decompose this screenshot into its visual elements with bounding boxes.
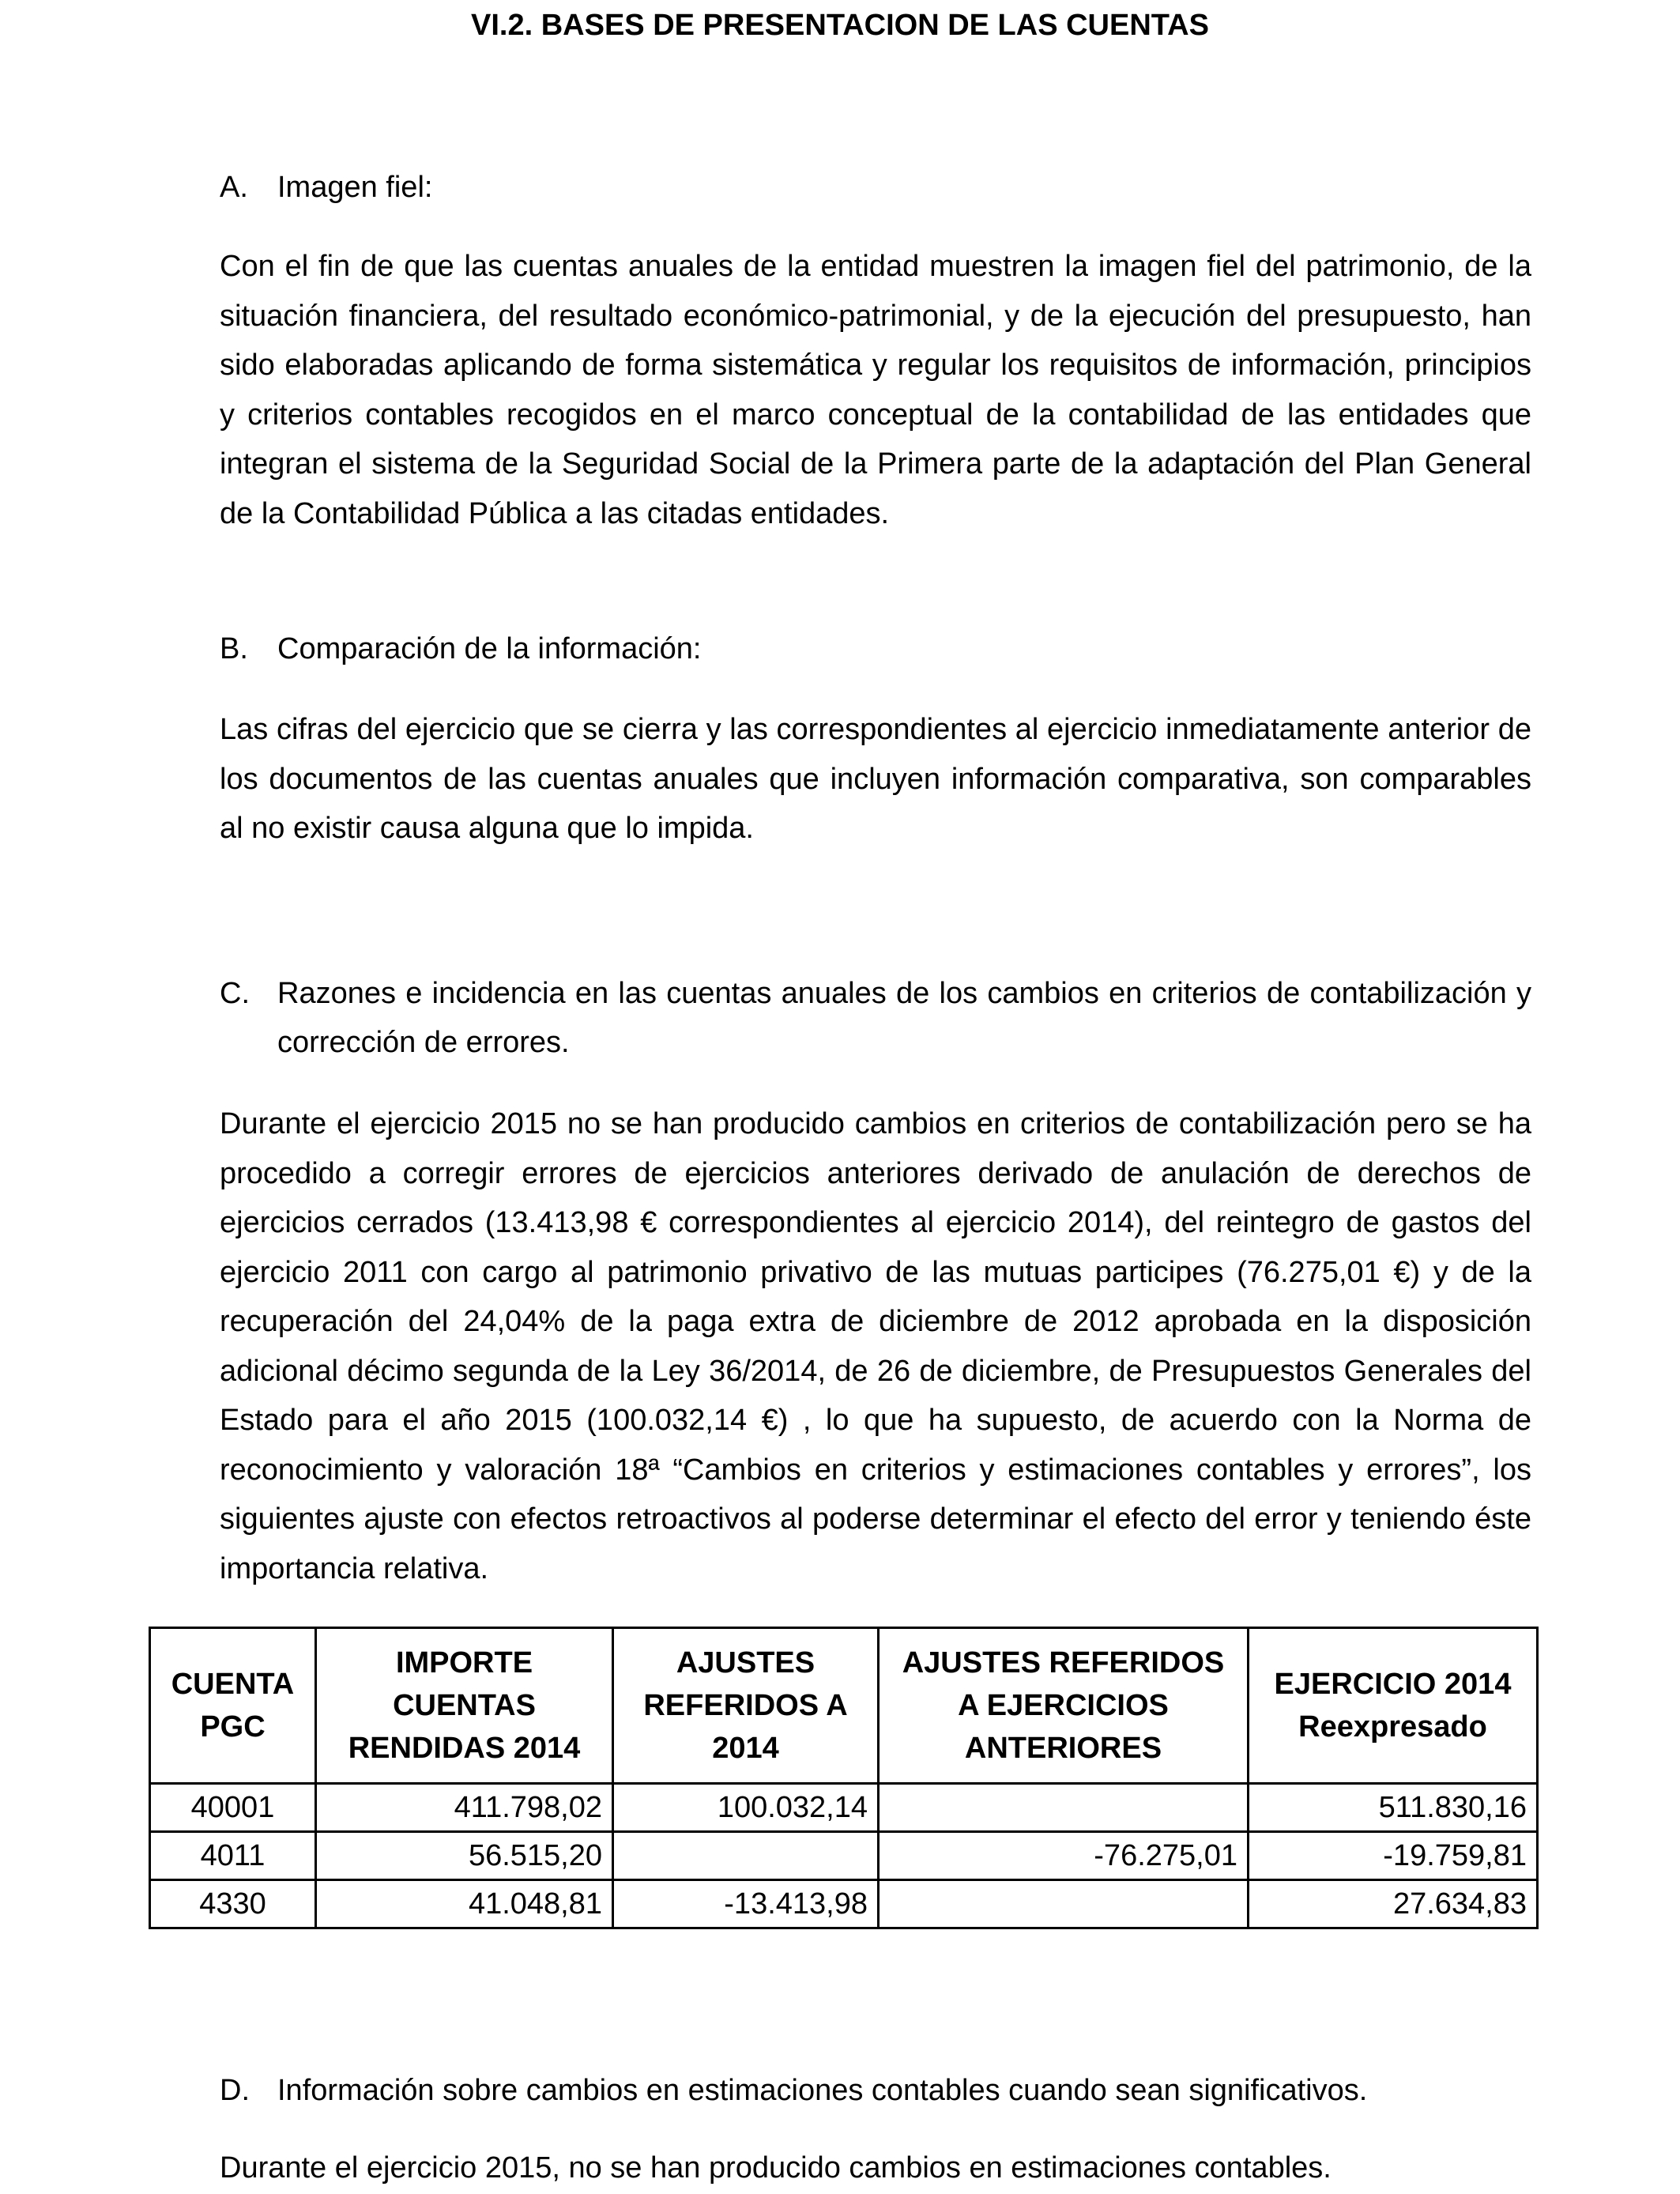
section-b-paragraph: Las cifras del ejercicio que se cierra y las correspondientes al ejercicio inmediatamente anterior de los documentos de las cuentas anuales que incluyen información comparativa, son comparables al no existir causa alguna que lo impida.: [220, 713, 1531, 845]
cell-ajuste-2014: [613, 1832, 879, 1880]
section-b-heading: [220, 624, 1531, 673]
cell-cuenta: 4330: [150, 1880, 316, 1928]
cell-importe: 41.048,81: [316, 1880, 613, 1928]
header-importe-cuentas: IMPORTE CUENTAS RENDIDAS 2014: [316, 1628, 613, 1784]
cell-reexpresado: 511.830,16: [1249, 1784, 1538, 1832]
page-title: VI.2. BASES DE PRESENTACION DE LAS CUENTAS: [471, 9, 1209, 42]
cell-ajuste-2014: -13.413,98: [613, 1880, 879, 1928]
cell-importe: 411.798,02: [316, 1784, 613, 1832]
table-row: [150, 1784, 1538, 1832]
section-c-title: Razones e incidencia en las cuentas anuales de los cambios en criterios de contabilización y corrección de errores.: [277, 977, 1531, 1059]
cell-importe: 56.515,20: [316, 1832, 613, 1880]
section-c-letter: C.: [220, 977, 250, 1010]
cell-ajuste-anteriores: -76.275,01: [879, 1832, 1249, 1880]
cell-reexpresado: -19.759,81: [1249, 1832, 1538, 1880]
cell-ajuste-anteriores: [879, 1880, 1249, 1928]
section-b-letter: B.: [220, 632, 248, 665]
cell-reexpresado: 27.634,83: [1249, 1880, 1538, 1928]
section-a-paragraph: Con el fin de que las cuentas anuales de la entidad muestren la imagen fiel del patrimonio, de la situación financiera, del resultado económico-patrimonial, y de la ejecución del presupuesto, han sido elaboradas aplicando de forma sistemática y regular los requisitos de información, principios y criterios contables recogidos en el marco conceptual de la contabilidad de las entidades que integran el sistema de la Seguridad Social de la Primera parte de la adaptación del Plan General de la Contabilidad Pública a las citadas entidades.: [220, 250, 1531, 530]
cell-ajuste-2014: 100.032,14: [613, 1784, 879, 1832]
section-a-title: Imagen fiel:: [277, 171, 433, 204]
adjustments-table: [149, 1627, 1539, 1929]
section-a-heading: [220, 163, 1531, 212]
table-header-row: [150, 1628, 1538, 1784]
section-d-heading: [220, 2066, 1531, 2115]
header-cuenta-pgc: CUENTA PGC: [150, 1628, 316, 1784]
section-c-paragraph: Durante el ejercicio 2015 no se han producido cambios en criterios de contabilización pero se ha procedido a corregir errores de ejercicios anteriores derivado de anulación de derechos de ejercicios cerrados (13.413,98 € correspondientes al ejercicio 2014), del reintegro de gastos del ejercicio 2011 con cargo al patrimonio privativo de las mutuas participes (76.275,01 €) y de la recuperación del 24,04% de la paga extra de diciembre de 2012 aprobada en la disposición adicional décimo segunda de la Ley 36/2014, de 26 de diciembre, de Presupuestos Generales del Estado para el año 2015 (100.032,14 €) , lo que ha supuesto, de acuerdo con la Norma de reconocimiento y valoración 18ª “Cambios en criterios y estimaciones contables y errores”, los siguientes ajuste con efectos retroactivos al poderse determinar el efecto del error y teniendo éste importancia relativa.: [220, 1107, 1531, 1585]
section-d-paragraph: Durante el ejercicio 2015, no se han producido cambios en estimaciones contables.: [220, 2151, 1332, 2185]
cell-ajuste-anteriores: [879, 1784, 1249, 1832]
cell-cuenta: 4011: [150, 1832, 316, 1880]
header-ejercicio-reexpresado: EJERCICIO 2014 Reexpresado: [1249, 1628, 1538, 1784]
section-d-title: Información sobre cambios en estimaciones contables cuando sean significativos.: [277, 2074, 1368, 2107]
table-row: [150, 1880, 1538, 1928]
cell-cuenta: 40001: [150, 1784, 316, 1832]
section-c-heading: [220, 969, 1531, 1067]
section-d-letter: D.: [220, 2074, 250, 2107]
header-ajustes-anteriores: AJUSTES REFERIDOS A EJERCICIOS ANTERIORES: [879, 1628, 1249, 1784]
table-row: [150, 1832, 1538, 1880]
header-ajustes-2014: AJUSTES REFERIDOS A 2014: [613, 1628, 879, 1784]
section-a-letter: A.: [220, 171, 248, 204]
section-b-title: Comparación de la información:: [277, 632, 702, 665]
